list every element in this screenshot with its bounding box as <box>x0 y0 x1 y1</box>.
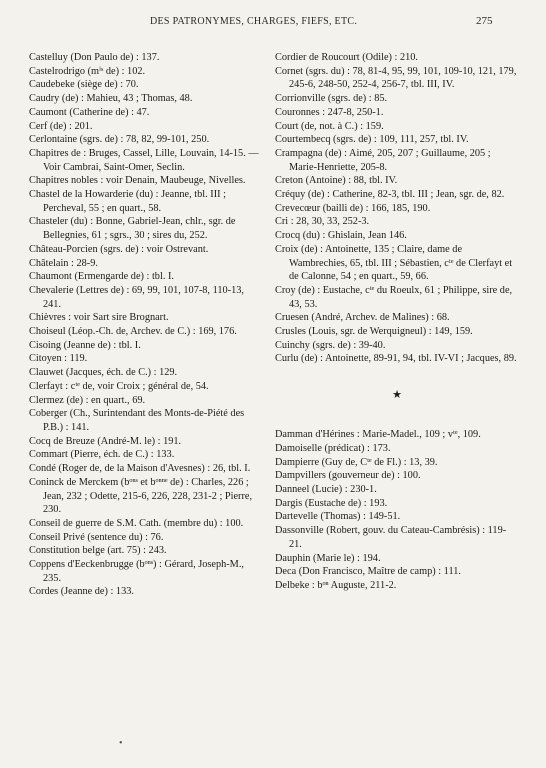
index-entry: Coppens d'Eeckenbrugge (bᵒⁿˢ) : Gérard, Joseph-M., 235. <box>29 559 244 584</box>
index-entry: Cerf (de) : 201. <box>29 120 93 132</box>
index-entry: Cocq de Breuze (André-M. le) : 191. <box>29 435 182 447</box>
index-entry: Court (de, not. à C.) : 159. <box>275 120 384 132</box>
index-entry: Constitution belge (art. 75) : 243. <box>29 545 167 557</box>
index-entry: Coninck de Merckem (bᵒⁿˢ et bᵒⁿⁿᵉ de) : Charles, 226 ; Jean, 232 ; Odette, 215-6, 226, 228, 231-2 ; Pierre, 230. <box>29 476 253 516</box>
index-column-left <box>29 51 263 599</box>
index-group-c <box>275 51 519 366</box>
index-entry: Damoiselle (prédicat) : 173. <box>275 442 391 454</box>
index-entry: Cri : 28, 30, 33, 252-3. <box>275 216 370 228</box>
index-entry: Deca (Don Francisco, Maître de camp) : 111. <box>275 566 461 578</box>
index-entry: Delbeke : bᵒⁿ Auguste, 211-2. <box>275 579 397 591</box>
index-entry: Cruesen (André, Archev. de Malines) : 68. <box>275 312 450 324</box>
index-entry: Castelrodrigo (mⁱˢ de) : 102. <box>29 65 146 77</box>
index-entry: Condé (Roger de, de la Maison d'Avesnes) : 26, tbl. I. <box>29 463 251 475</box>
index-entry: Coberger (Ch., Surintendant des Monts-de-Piété des P.B.) : 141. <box>29 408 245 433</box>
page-number: 275 <box>476 15 493 27</box>
running-title: DES PATRONYMES, CHARGES, FIEFS, ETC. <box>150 16 358 27</box>
index-entry: Crampagna (de) : Aimé, 205, 207 ; Guillaume, 205 ; Marie-Henriette, 205-8. <box>275 147 491 173</box>
index-entry: Cerlontaine (sgrs. de) : 78, 82, 99-101, 250. <box>29 134 210 146</box>
index-entry: Dargis (Eustache de) : 193. <box>275 497 388 509</box>
index-entry: Courtembecq (sgrs. de) : 109, 111, 257, tbl. IV. <box>275 134 469 146</box>
index-entry: Commart (Pierre, éch. de C.) : 133. <box>29 449 175 461</box>
section-separator-star: ★ <box>392 389 402 402</box>
index-entry: Citoyen : 119. <box>29 353 88 365</box>
index-group-d <box>275 428 519 592</box>
index-entry: Dassonville (Robert, gouv. du Cateau-Cambrésis) : 119-21. <box>275 525 507 550</box>
index-entry: Choiseul (Léop.-Ch. de, Archev. de C.) : 169, 176. <box>29 326 237 338</box>
index-entry: Créquy (de) : Catherine, 82-3, tbl. III ; Jean, sgr. de, 82. <box>275 189 505 201</box>
index-entry: Clauwet (Jacques, éch. de C.) : 129. <box>29 367 178 379</box>
index-entry: Crevecœur (bailli de) : 166, 185, 190. <box>275 202 431 214</box>
index-entry: Crocq (du) : Ghislain, Jean 146. <box>275 230 407 242</box>
index-entry: Dartevelle (Thomas) : 149-51. <box>275 511 401 523</box>
index-entry: Chapitres de : Bruges, Cassel, Lille, Louvain, 14-15. — Voir Cambrai, Saint-Omer, Seclin. <box>29 147 259 173</box>
index-entry: Danneel (Lucie) : 230-1. <box>275 483 377 495</box>
index-entry: Conseil Privé (sentence du) : 76. <box>29 531 164 543</box>
index-entry: Creton (Antoine) : 88, tbl. IV. <box>275 175 398 187</box>
index-entry: Dauphin (Marie le) : 194. <box>275 552 381 564</box>
index-entry: Cuinchy (sgrs. de) : 39-40. <box>275 339 386 351</box>
index-entry: Cordier de Roucourt (Odile) : 210. <box>275 52 418 63</box>
index-entry: Dampierre (Guy de, Cᵗᵉ de Fl.) : 13, 39. <box>275 456 438 468</box>
index-entry: Châtelain : 28-9. <box>29 257 98 269</box>
index-entry: Chevalerie (Lettres de) : 69, 99, 101, 107-8, 110-13, 241. <box>29 284 244 310</box>
index-entry: Corrionville (sgrs. de) : 85. <box>275 93 388 105</box>
index-entry: Chastel de la Howarderie (du) : Jeanne, tbl. III ; Percheval, 55 ; en quart., 58. <box>29 189 226 214</box>
index-entry: Caudebeke (siège de) : 70. <box>29 79 139 91</box>
index-entry: Cordes (Jeanne de) : 133. <box>29 586 134 598</box>
index-entry: Curlu (de) : Antoinette, 89-91, 94, tbl. IV-VI ; Jacques, 89. <box>275 353 517 365</box>
index-entry: Conseil de guerre de S.M. Cath. (membre du) : 100. <box>29 517 244 529</box>
index-entry: Croix (de) : Antoinette, 135 ; Claire, dame de Wambrechies, 65, tbl. III ; Sébastien, cᵗᵉ de Clerfayt et de Calonne, 54 ; en quart., 59, 66. <box>275 243 513 283</box>
index-entry: Chaumont (Ermengarde de) : tbl. I. <box>29 271 174 283</box>
index-entry: Chièvres : voir Sart sire Brognart. <box>29 312 169 324</box>
index-entry: Clerfayt : cᵗᵉ de, voir Croix ; général de, 54. <box>29 380 209 392</box>
index-entry: Chapitres nobles : voir Denain, Maubeuge, Nivelles. <box>29 175 246 187</box>
index-entry: Dampvillers (gouverneur de) : 100. <box>275 470 421 482</box>
index-entry: Crusles (Louis, sgr. de Werquigneul) : 149, 159. <box>275 326 473 338</box>
index-entry: Caudry (de) : Mahieu, 43 ; Thomas, 48. <box>29 93 193 105</box>
index-entry: Damman d'Hérines : Marie-Madel., 109 ; vᵗᵉ, 109. <box>275 429 481 441</box>
index-column-right <box>275 51 519 593</box>
index-entry: Caumont (Catherine de) : 47. <box>29 106 150 118</box>
index-entry: Clermez (de) : en quart., 69. <box>29 394 146 406</box>
index-entry: Couronnes : 247-8, 250-1. <box>275 106 384 118</box>
index-entry: Chasteler (du) : Bonne, Gabriel-Jean, chlr., sgr. de Bellegnies, 61 ; sgrs., 30 ; sires du, 252. <box>29 216 236 242</box>
index-entry: Cisoing (Jeanne de) : tbl. I. <box>29 339 141 351</box>
index-entry: Château-Porcien (sgrs. de) : voir Ostrevant. <box>29 243 209 255</box>
index-entry: Castelluy (Don Paulo de) : 137. <box>29 52 160 63</box>
index-entry: Cornet (sgrs. du) : 78, 81-4, 95, 99, 101, 109-10, 121, 179, 245-6, 248-50, 252-4, 256-7, tbl. III, IV. <box>275 65 517 91</box>
index-entry: Croy (de) : Eustache, cᵗᵉ du Roeulx, 61 ; Philippe, sire de, 43, 53. <box>275 284 513 310</box>
footer-mark: • <box>119 738 123 749</box>
